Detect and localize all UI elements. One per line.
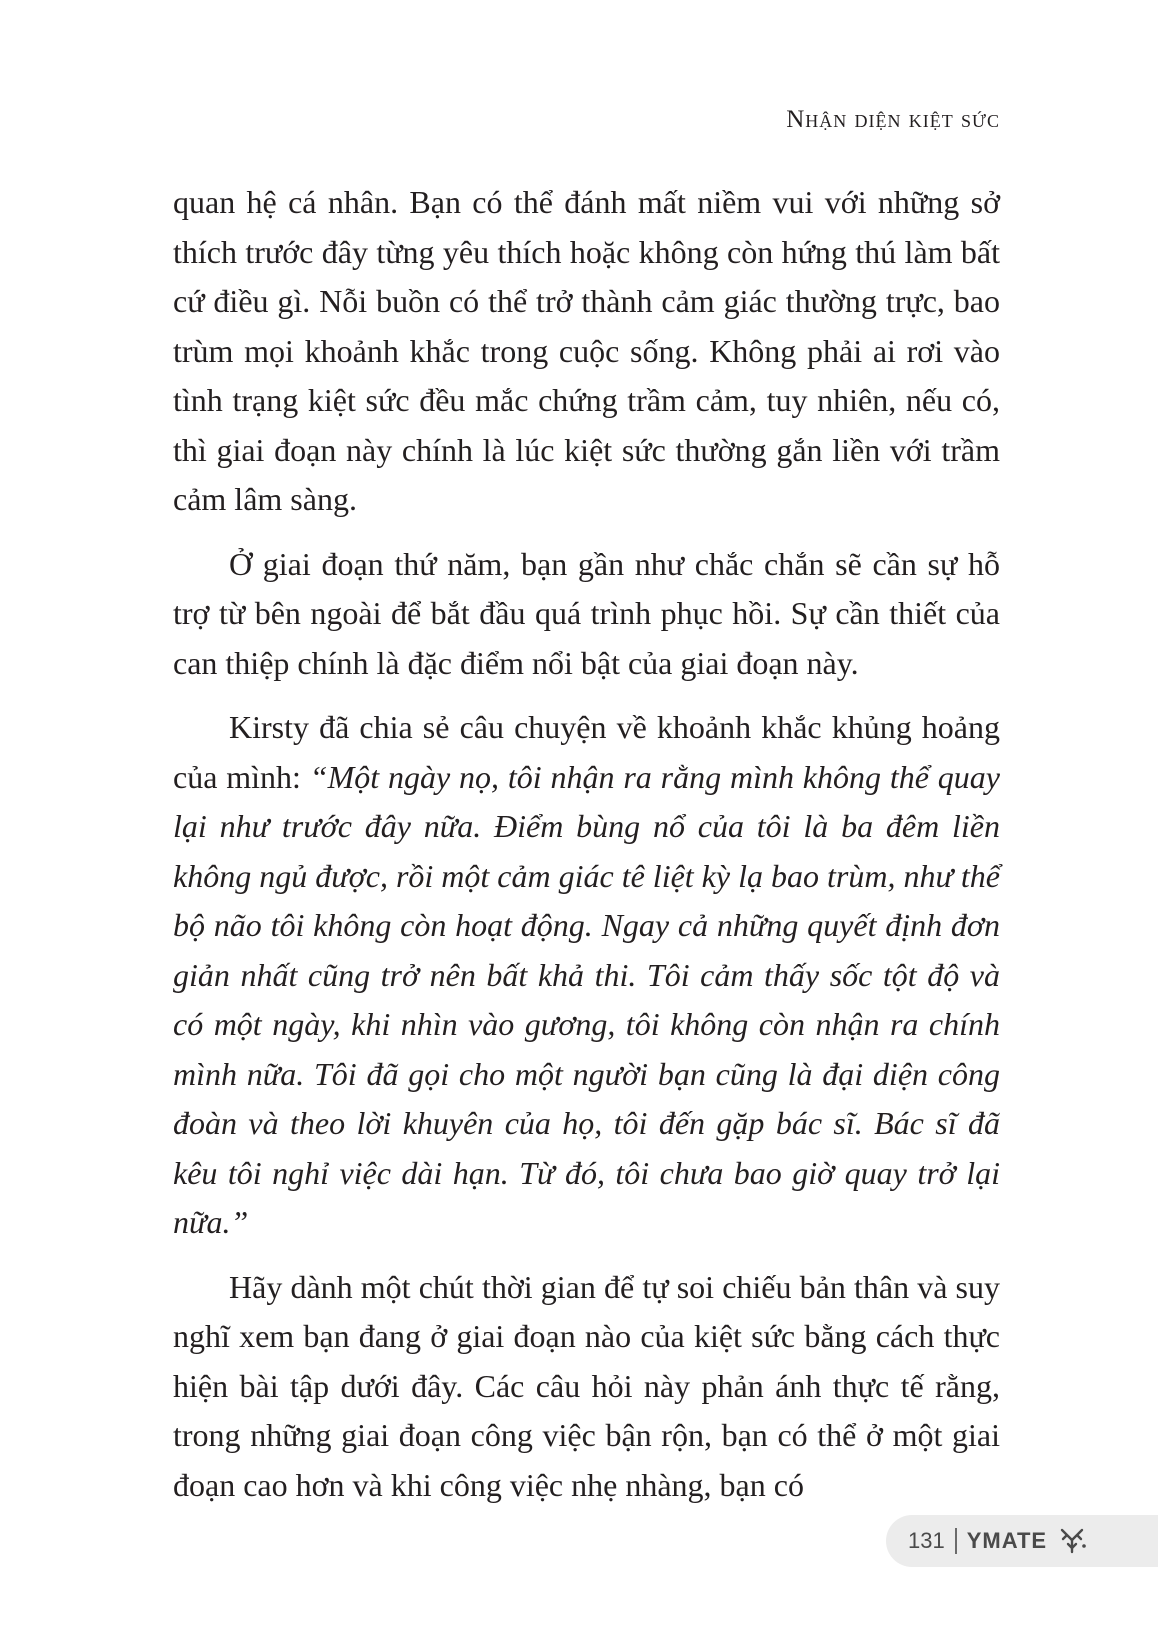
paragraph-1: quan hệ cá nhân. Bạn có thể đánh mất niềm vui với những sở thích trước đây từng yêu thích hoặc không còn hứng thú làm bất cứ điều gì. Nỗi buồn có thể trở thành cảm giác thường trực, bao trùm mọi khoảnh khắc trong cuộc sống. Không phải ai rơi vào tình trạng kiệt sức đều mắc chứng trầm cảm, tuy nhiên, nếu có, thì giai đoạn này chính là lúc kiệt sức thường gắn liền với trầm cảm lâm sàng. bbox=[173, 184, 1000, 517]
paragraph-3 bbox=[173, 703, 1000, 1248]
paragraph-4: Hãy dành một chút thời gian để tự soi chiếu bản thân và suy nghĩ xem bạn đang ở giai đoạn nào của kiệt sức bằng cách thực hiện bài tập dưới đây. Các câu hỏi này phản ánh thực tế rằng, trong những giai đoạn công việc bận rộn, bạn có thể ở một giai đoạn cao hơn và khi công việc nhẹ nhàng, bạn có bbox=[173, 1268, 1000, 1503]
body-text bbox=[173, 178, 1000, 1525]
running-head: Nhận diện kiệt sức bbox=[786, 106, 1000, 133]
brand-name: YMATE bbox=[966, 1528, 1048, 1553]
kirsty-quote: “Một ngày nọ, tôi nhận ra rằng mình không thể quay lại như trước đây nữa. Điểm bùng nổ của tôi là ba đêm liền không ngủ được, rồi một cảm giác tê liệt kỳ lạ bao trùm, như thể bộ não tôi không còn hoạt động. Ngay cả những quyết định đơn giản nhất cũng trở nên bất khả thi. Tôi cảm thấy sốc tột độ và có một ngày, khi nhìn vào gương, tôi không còn nhận ra chính mình nữa. Tôi đã gọi cho một người bạn cũng là đại diện công đoàn và theo lời khuyên của họ, tôi đến gặp bác sĩ. Bác sĩ đã kêu tôi nghỉ việc dài hạn. Từ đó, tôi chưa bao giờ quay trở lại nữa.” bbox=[173, 758, 1001, 1240]
page-footer bbox=[886, 1515, 1158, 1567]
footer-divider bbox=[955, 1528, 957, 1554]
page-number: 131 bbox=[908, 1528, 945, 1553]
ymate-logo-icon bbox=[1057, 1526, 1087, 1556]
paragraph-3-intro: Kirsty đã chia sẻ câu chuyện về khoảnh khắc khủng hoảng của mình: bbox=[173, 709, 1000, 795]
paragraph-2: Ở giai đoạn thứ năm, bạn gần như chắc chắn sẽ cần sự hỗ trợ từ bên ngoài để bắt đầu quá trình phục hồi. Sự cần thiết của can thiệp chính là đặc điểm nổi bật của giai đoạn này. bbox=[173, 545, 1000, 681]
